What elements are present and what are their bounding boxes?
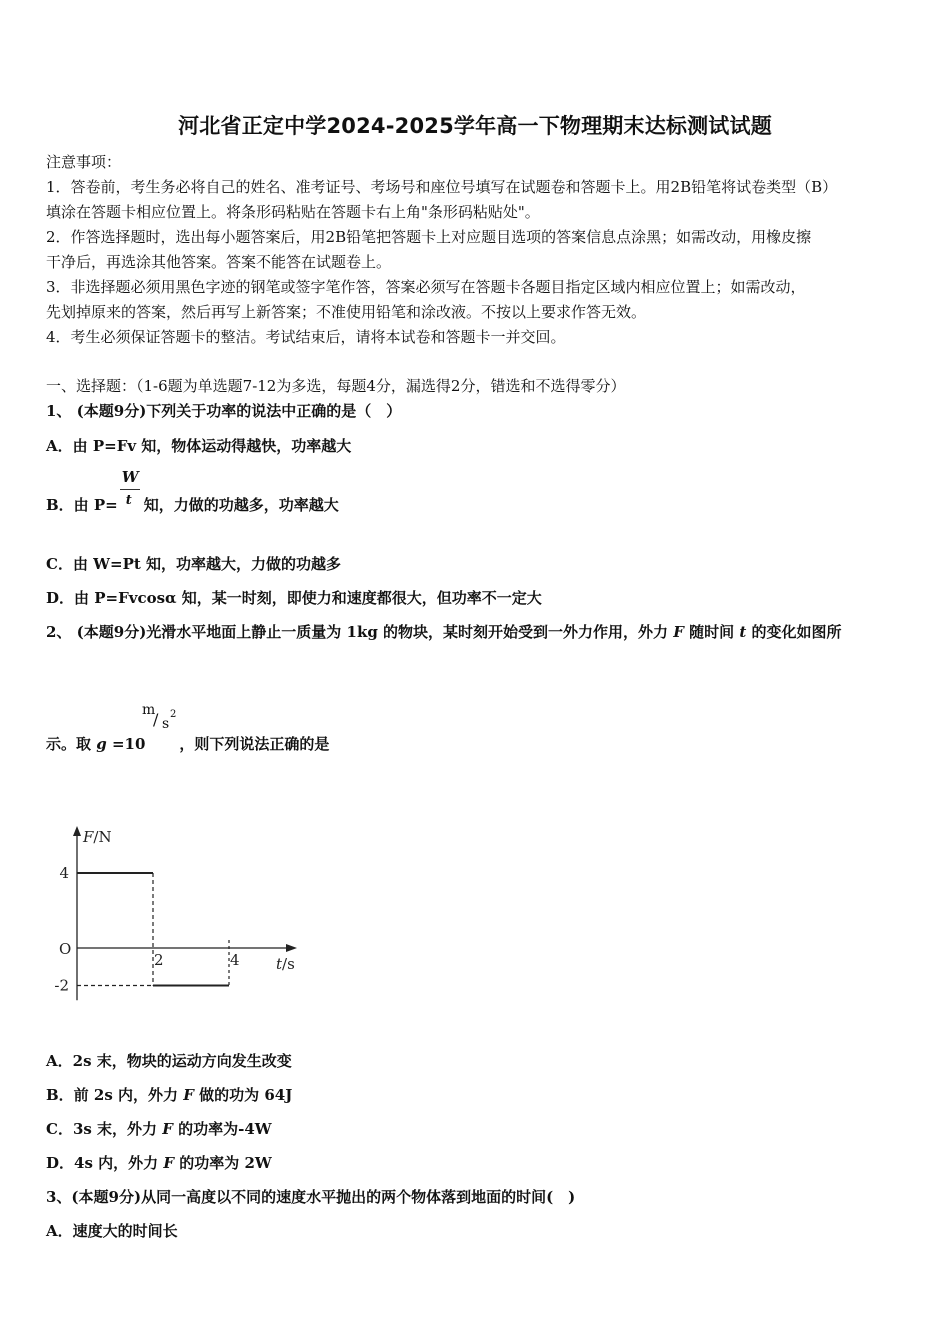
x-axis-arrow [286, 944, 297, 952]
y-tick-label-0: 4 [59, 864, 69, 882]
y-axis-label: F/N [83, 828, 112, 846]
q1-option-b [46, 468, 339, 515]
q2-stem-text: 2、 (本题9分)光滑水平地面上静止一质量为 1kg 的物块，某时刻开始受到一外力作用，外力 [46, 623, 674, 641]
q3-option-a: A．速度大的时间长 [46, 1222, 178, 1240]
q2-stem-g-symbol: g [96, 735, 107, 753]
x-tick-label-0: 2 [154, 951, 164, 969]
notes-heading: 注意事项： [46, 153, 122, 171]
unit-exponent: 2 [170, 709, 177, 720]
q2-option-b [46, 1085, 292, 1105]
note-2-line-2: 干净后，再选涂其他答案。答案不能答在试题卷上。 [46, 253, 392, 271]
w-over-t-fraction [118, 468, 144, 515]
q2-option-d-text: D．4s 内，外力 [46, 1154, 164, 1172]
question-1-stem: 1、 (本题9分)下列关于功率的说法中正确的是（ ） [46, 402, 402, 420]
note-1-line-1: 1．答卷前，考生务必将自己的姓名、准考证号、考场号和座位号填写在试题卷和答题卡上。用2B铅笔将试卷类型（B） [46, 178, 838, 196]
y-tick-label-1: -2 [54, 976, 69, 995]
q2-stem-time-symbol: t [739, 623, 747, 641]
q2-option-b-force: F [183, 1086, 194, 1104]
q2-option-d-force: F [163, 1154, 174, 1172]
q1-option-d: D．由 P=Fvcosα 知，某一时刻，即使力和速度都很大，但功率不一定大 [46, 589, 542, 607]
q1-option-b-prefix: B．由 P= [46, 496, 118, 514]
q2-stem-text-4: 示。取 [46, 735, 97, 753]
fraction-denominator: t [125, 493, 132, 508]
y-axis-arrow [73, 826, 81, 836]
force-time-graph [40, 820, 310, 1005]
q2-stem-text-3: 的变化如图所 [746, 623, 842, 641]
q2-option-c-text-2: 的功率为-4W [172, 1120, 272, 1138]
q2-stem-text-2: 随时间 [683, 623, 740, 641]
q2-stem-text-5: ，则下列说法正确的是 [179, 735, 330, 753]
q1-option-b-suffix: 知，力做的功越多，功率越大 [143, 496, 339, 514]
origin-label: O [59, 940, 72, 958]
question-2-stem-line-2 [46, 734, 329, 754]
question-3-stem: 3、(本题9分)从同一高度以不同的速度水平抛出的两个物体落到地面的时间( ) [46, 1188, 576, 1206]
note-3-line-2: 先划掉原来的答案，然后再写上新答案；不准使用铅笔和涂改液。不按以上要求作答无效。 [46, 303, 647, 321]
section-heading: 一、选择题：（1-6题为单选题7-12为多选，每题4分，漏选得2分，错选和不选得零分） [46, 377, 626, 395]
q2-option-b-text-2: 做的功为 64J [193, 1086, 293, 1104]
note-1-line-2: 填涂在答题卡相应位置上。将条形码粘贴在答题卡右上角"条形码粘贴处"。 [46, 203, 540, 221]
note-2-line-1: 2．作答选择题时，选出每小题答案后，用2B铅笔把答题卡上对应题目选项的答案信息点涂黑；如需改动，用橡皮擦 [46, 228, 812, 246]
q2-option-c [46, 1119, 272, 1139]
x-axis-label: t/s [276, 955, 295, 973]
q1-option-c: C．由 W=Pt 知，功率越大，力做的功越多 [46, 555, 342, 573]
q2-option-b-text: B．前 2s 内，外力 [46, 1086, 184, 1104]
q1-option-a: A．由 P=Fv 知，物体运动得越快，功率越大 [46, 437, 352, 455]
q2-option-a: A．2s 末，物块的运动方向发生改变 [46, 1052, 292, 1070]
fraction-bar [120, 489, 140, 490]
note-4: 4．考生必须保证答题卡的整洁。考试结束后，请将本试卷和答题卡一并交回。 [46, 328, 566, 346]
x-tick-label-1: 4 [230, 951, 240, 969]
question-2-stem-line-1 [46, 622, 842, 642]
q2-stem-g-value: =10 [106, 735, 146, 753]
q2-option-c-text: C．3s 末，外力 [46, 1120, 163, 1138]
fraction-numerator: W [121, 468, 139, 486]
unit-slash: / [153, 710, 159, 729]
unit-second: s [162, 716, 170, 732]
q2-stem-force-symbol: F [673, 623, 684, 641]
note-3-line-1: 3．非选择题必须用黑色字迹的钢笔或签字笔作答，答案必须写在答题卡各题目指定区域内相应位置上；如需改动， [46, 278, 806, 296]
q2-option-d-text-2: 的功率为 2W [174, 1154, 272, 1172]
q2-option-c-force: F [162, 1120, 173, 1138]
unit-meter: m [142, 702, 156, 718]
page-title: 河北省正定中学2024-2025学年高一下物理期末达标测试试题 [178, 114, 772, 138]
q2-option-d [46, 1153, 272, 1173]
